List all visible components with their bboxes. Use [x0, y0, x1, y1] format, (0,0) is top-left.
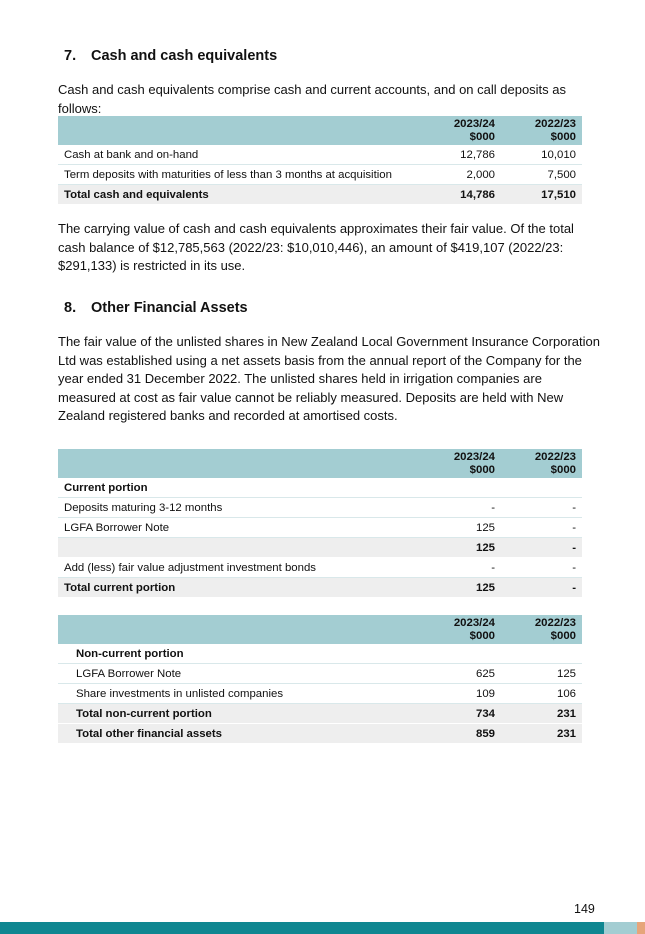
table-header-row — [58, 449, 582, 478]
section-title: Other Financial Assets — [91, 300, 248, 316]
footer-orange-segment — [637, 922, 645, 934]
total-row — [58, 185, 582, 205]
year-2022-23-header: 2022/23 $000 — [501, 449, 582, 478]
row-label: Share investments in unlisted companies — [58, 684, 425, 704]
row-label: Total cash and equivalents — [58, 185, 425, 205]
value-2022-23: 106 — [501, 684, 582, 704]
table-row — [58, 145, 582, 165]
value-2023-24 — [425, 478, 501, 498]
value-2022-23: 125 — [501, 664, 582, 684]
footer-color-bar — [0, 922, 645, 934]
value-2022-23: - — [501, 498, 582, 518]
table-row — [58, 518, 582, 538]
table-header-row — [58, 116, 582, 145]
row-label: Total current portion — [58, 578, 425, 598]
section-7-note: The carrying value of cash and cash equivalents approximates their fair value. Of the total cash balance of $12,785,563 (2022/23: $10,010,446), an amount of $419,107 (2022/23: $291,133) is restricted in its use. — [58, 221, 574, 273]
value-2022-23: 231 — [501, 704, 582, 724]
value-2022-23: 7,500 — [501, 165, 582, 185]
group-heading-row — [58, 478, 582, 498]
table-row — [58, 558, 582, 578]
value-2022-23: - — [501, 558, 582, 578]
non-current-portion-table — [58, 615, 582, 744]
row-label: Current portion — [58, 478, 425, 498]
value-2022-23: 10,010 — [501, 145, 582, 165]
total-row — [58, 578, 582, 598]
section-number: 7. — [64, 48, 77, 64]
year-2022-23-header: 2022/23 $000 — [501, 615, 582, 644]
label-column-header — [58, 615, 425, 644]
value-2023-24: 125 — [425, 578, 501, 598]
row-label: Add (less) fair value adjustment investment bonds — [58, 558, 425, 578]
value-2023-24 — [425, 644, 501, 664]
value-2022-23: - — [501, 518, 582, 538]
section-title: Cash and cash equivalents — [91, 48, 278, 64]
row-label: LGFA Borrower Note — [58, 664, 425, 684]
footer-teal-segment — [0, 922, 604, 934]
value-2022-23 — [501, 478, 582, 498]
grand-total-row — [58, 724, 582, 744]
row-label: Term deposits with maturities of less than 3 months at acquisition — [58, 165, 425, 185]
value-2022-23: 17,510 — [501, 185, 582, 205]
section-8-intro: The fair value of the unlisted shares in New Zealand Local Government Insurance Corporation Ltd was established using a net assets basis from the annual report of the Company for the year ended 31 December 2022. The unlisted shares held in irrigation companies are measured at cost as fair value cannot be reliably measured. Deposits are held with New Zealand registered banks and recorded at amortised costs. — [58, 334, 600, 423]
value-2023-24: 2,000 — [425, 165, 501, 185]
page-number: 149 — [574, 902, 595, 916]
value-2023-24: 625 — [425, 664, 501, 684]
row-label: Non-current portion — [58, 644, 425, 664]
table-row — [58, 684, 582, 704]
value-2023-24: 859 — [425, 724, 501, 744]
section-8-heading — [64, 300, 248, 316]
value-2022-23: 231 — [501, 724, 582, 744]
footer-light-segment — [604, 922, 637, 934]
year-2022-23-header: 2022/23 $000 — [501, 116, 582, 145]
value-2023-24: 125 — [425, 518, 501, 538]
row-label: Deposits maturing 3-12 months — [58, 498, 425, 518]
row-label: LGFA Borrower Note — [58, 518, 425, 538]
year-2023-24-header: 2023/24 $000 — [425, 116, 501, 145]
total-row — [58, 704, 582, 724]
value-2023-24: - — [425, 498, 501, 518]
current-portion-table — [58, 449, 582, 598]
label-column-header — [58, 449, 425, 478]
cash-equivalents-table — [58, 116, 582, 205]
table-row — [58, 498, 582, 518]
value-2022-23: - — [501, 578, 582, 598]
subtotal-row — [58, 538, 582, 558]
section-7-heading — [64, 48, 277, 64]
value-2023-24: 125 — [425, 538, 501, 558]
section-7-intro: Cash and cash equivalents comprise cash and current accounts, and on call deposits as follows: — [58, 82, 567, 116]
table-header-row — [58, 615, 582, 644]
year-2023-24-header: 2023/24 $000 — [425, 449, 501, 478]
value-2023-24: 14,786 — [425, 185, 501, 205]
row-label: Total other financial assets — [58, 724, 425, 744]
value-2022-23 — [501, 644, 582, 664]
year-2023-24-header: 2023/24 $000 — [425, 615, 501, 644]
value-2022-23: - — [501, 538, 582, 558]
section-number: 8. — [64, 300, 77, 316]
value-2023-24: 734 — [425, 704, 501, 724]
row-label: Cash at bank and on-hand — [58, 145, 425, 165]
label-column-header — [58, 116, 425, 145]
row-label — [58, 538, 425, 558]
group-heading-row — [58, 644, 582, 664]
table-row — [58, 165, 582, 185]
value-2023-24: 12,786 — [425, 145, 501, 165]
value-2023-24: 109 — [425, 684, 501, 704]
row-label: Total non-current portion — [58, 704, 425, 724]
value-2023-24: - — [425, 558, 501, 578]
table-row — [58, 664, 582, 684]
